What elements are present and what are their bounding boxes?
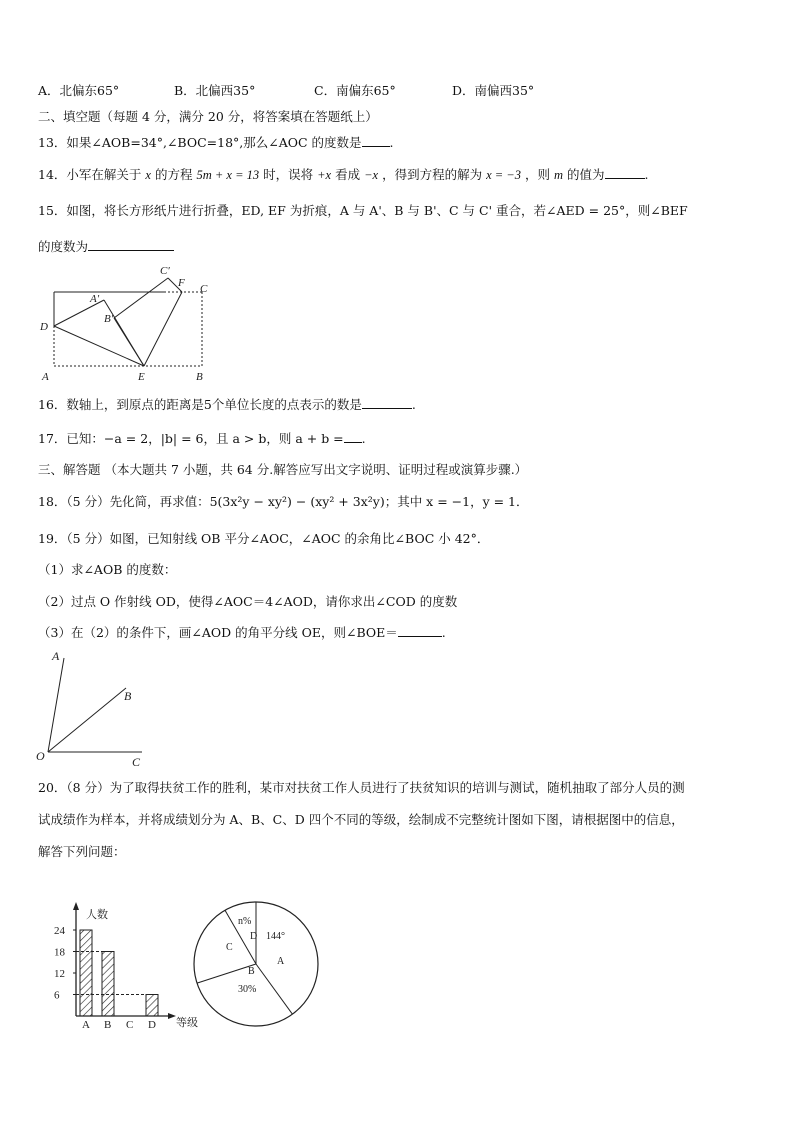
bar-d [146, 995, 158, 1017]
fold-figure [36, 262, 226, 386]
section-2-heading: 二、填空题（每题 4 分，满分 20 分，将答案填在答题纸上） [38, 109, 378, 124]
question-15-cont [38, 238, 764, 256]
x-tick-label-d: D [148, 1019, 156, 1031]
question-14: 14．小军在解关于 x 的方程 5m + x = 13 时，误将 +x 看成 −x ，得到方程的解为 x = −3 ，则 m 的值为 . [38, 167, 649, 182]
label-b-prime: B′ [104, 313, 114, 325]
answer-blank [398, 624, 442, 637]
answer-blank [605, 166, 645, 179]
question-20-cont: 试成绩作为样本，并将成绩划分为 A、B、C、D 四个不同的等级，绘制成不完整统计图如下图，请根据图中的信息， [38, 812, 684, 827]
pie-label-a: A [277, 956, 285, 967]
pie-label-b: B [248, 966, 255, 977]
pie-label-c: C [226, 942, 233, 953]
question-19-part2: （2）过点 O 作射线 OD，使得∠AOC＝4∠AOD，请你求出∠COD 的度数 [38, 594, 458, 609]
edge-b1c1 [114, 278, 168, 318]
answer-blank [88, 238, 174, 251]
q14-text: ，则 [524, 167, 550, 182]
y-tick-label: 6 [54, 989, 60, 1002]
ray-ob [48, 688, 126, 752]
x-axis-title: 等级 [176, 1017, 198, 1029]
label-b: B [196, 371, 203, 383]
y-tick-label: 12 [54, 968, 65, 980]
x-tick-label-b: B [104, 1019, 112, 1031]
q13-text: 13．如果∠AOB=34°,∠BOC=18°,那么∠AOC 的度数是 [38, 135, 362, 150]
question-19: 19．（5 分）如图，已知射线 OB 平分∠AOC，∠AOC 的余角比∠BOC 小 42°． [38, 531, 490, 546]
answer-blank [344, 430, 362, 443]
label-a: A [52, 649, 60, 663]
question-15: 15．如图，将长方形纸片进行折叠，ED, EF 为折痕，A 与 A'、B 与 B'、C 与 C' 重合，若∠AED = 25°，则∠BEF [38, 203, 688, 218]
option-c: C．南偏东65° [314, 83, 396, 98]
label-c-prime: C′ [160, 265, 170, 277]
label-c: C [132, 755, 141, 769]
question-16: 16．数轴上，到原点的距离是5个单位长度的点表示的数是 . [38, 397, 416, 412]
option-d: D．南偏西35° [452, 83, 535, 98]
question-18: 18．（5 分）先化简，再求值：5(3x²y − xy²) − (xy² + 3x²y)；其中 x = −1，y = 1． [38, 494, 529, 509]
ray-oa [48, 658, 64, 752]
y-tick-label: 24 [54, 925, 65, 937]
question-17: 17．已知：−a = 2，|b| = 6，且 a > b，则 a + b = . [38, 431, 366, 446]
q19-part3-text: （3）在（2）的条件下，画∠AOD 的角平分线 OE，则∠BOE＝ [38, 625, 398, 640]
bar-a [80, 930, 92, 1016]
label-e: E [138, 371, 145, 383]
q14-text: 时，误将 [263, 167, 314, 182]
section-3-heading: 三、解答题 （本大题共 7 小题，共 64 分.解答应写出文字说明、证明过程或演算步骤.） [38, 462, 528, 477]
pie-chart [186, 894, 326, 1034]
angle-figure [34, 646, 154, 770]
question-20-cont2: 解答下列问题： [38, 844, 126, 859]
question-20: 20．（8 分）为了取得扶贫工作的胜利，某市对扶贫工作人员进行了扶贫知识的培训与测试，随机抽取了部分人员的测 [38, 780, 685, 795]
q14-text: 14．小军在解关于 [38, 167, 142, 182]
question-13: 13．如果∠AOB=34°,∠BOC=18°,那么∠AOC 的度数是 . [38, 135, 394, 150]
label-a: A [42, 371, 49, 383]
q14-text: 的值为 [566, 167, 605, 182]
label-b: B [124, 689, 132, 703]
y-axis-arrow [73, 902, 79, 910]
question-19-part1: （1）求∠AOB 的度数： [38, 562, 177, 577]
x-axis-arrow [168, 1013, 176, 1019]
q17-text: 17．已知：−a = 2，|b| = 6，且 a > b，则 a + b = [38, 431, 344, 446]
q16-text: 16．数轴上，到原点的距离是5个单位长度的点表示的数是 [38, 397, 362, 412]
q14-var-x: x [145, 168, 151, 182]
q14-text: 的方程 [154, 167, 193, 182]
x-tick-label-c: C [126, 1019, 134, 1031]
option-b: B．北偏西35° [174, 83, 256, 98]
y-axis-title: 人数 [86, 909, 108, 921]
question-19-part3: （3）在（2）的条件下，画∠AOD 的角平分线 OE，则∠BOE＝ . [38, 625, 446, 640]
q14-text: 看成 [335, 167, 361, 182]
label-f: F [178, 277, 185, 289]
q14-solution: x = −3 [486, 168, 521, 182]
pie-divider [256, 964, 292, 1014]
pie-label-d-percent: n% [238, 916, 252, 927]
label-d: D [40, 321, 48, 333]
q14-minus-x: −x [364, 168, 379, 182]
bar-b [102, 952, 114, 1017]
pie-label-a-angle: 144° [266, 931, 285, 942]
q14-equation: 5m + x = 13 [196, 168, 260, 182]
label-c: C [200, 283, 208, 295]
option-a: A．北偏东65° [38, 83, 120, 98]
x-tick-label-a: A [82, 1019, 90, 1031]
q15-text: 的度数为 [38, 239, 89, 254]
fold-ef [144, 292, 182, 366]
q14-plus-x: +x [317, 168, 332, 182]
answer-blank [362, 396, 412, 409]
answer-blank [362, 134, 390, 147]
y-tick-label: 18 [54, 946, 65, 959]
label-o: O [36, 749, 45, 763]
label-a-prime: A′ [90, 293, 100, 305]
fold-ed [54, 326, 144, 366]
pie-label-b-percent: 30% [238, 984, 257, 995]
pie-label-d: D [250, 931, 258, 942]
q14-var-m: m [553, 168, 563, 182]
q14-text: ，得到方程的解为 [382, 167, 483, 182]
